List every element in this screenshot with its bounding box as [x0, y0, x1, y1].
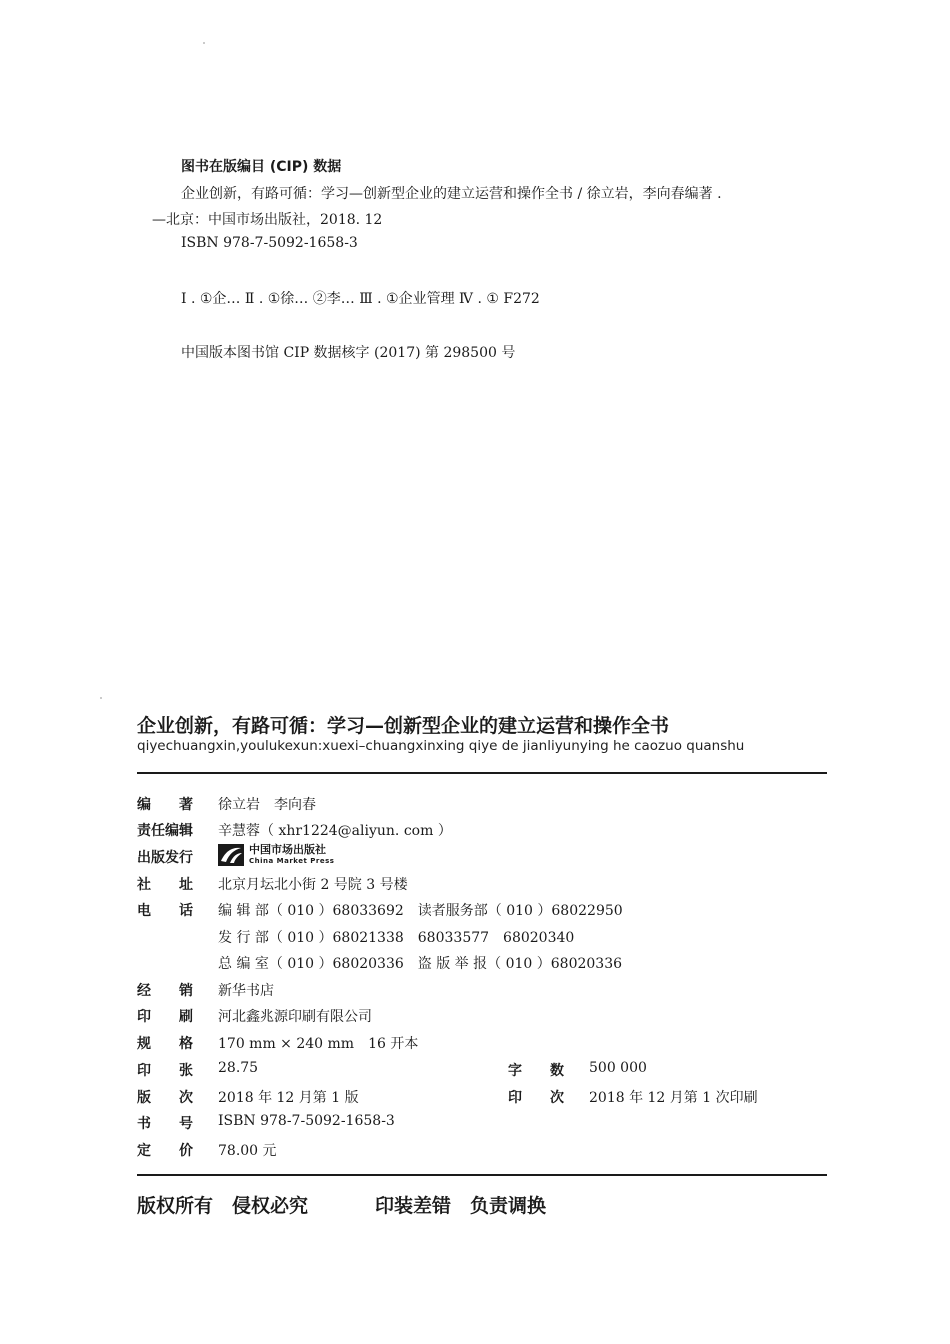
- address-value: 北京月坛北小街 2 号院 3 号楼: [218, 877, 408, 893]
- printer-value: 河北鑫兆源印刷有限公司: [218, 1009, 372, 1025]
- scan-speck: [203, 42, 205, 44]
- printing-value: 2018 年 12 月第 1 次印刷: [589, 1090, 758, 1106]
- isbn-value: ISBN 978-7-5092-1658-3: [218, 1113, 395, 1129]
- price-value: 78.00 元: [218, 1143, 277, 1159]
- copyright-notice: 版权所有 侵权必究: [137, 1195, 309, 1217]
- address-label: 社 址: [137, 877, 193, 893]
- edition-value: 2018 年 12 月第 1 版: [218, 1090, 359, 1106]
- printing-label: 印 次: [508, 1090, 564, 1106]
- sheets-label: 印 张: [137, 1063, 193, 1079]
- isbn-label: 书 号: [137, 1116, 193, 1132]
- price-label: 定 价: [137, 1143, 193, 1159]
- words-value: 500 000: [589, 1060, 647, 1076]
- distributor-label: 经 销: [137, 983, 193, 999]
- edition-label: 版 次: [137, 1090, 193, 1106]
- top-divider: [137, 772, 827, 774]
- author-value: 徐立岩 李向春: [218, 797, 316, 813]
- print-defect-notice: 印装差错 负责调换: [375, 1195, 547, 1217]
- phone-label: 电 话: [137, 903, 193, 919]
- phone-line-3: 总 编 室（ 010 ）68020336 盗 版 举 报（ 010 ）68020336: [218, 956, 623, 972]
- cip-isbn: ISBN 978-7-5092-1658-3: [181, 235, 358, 251]
- publisher-logo: [218, 844, 358, 866]
- publisher-logo-en: China Market Press: [249, 857, 335, 865]
- author-label: 编 著: [137, 797, 193, 813]
- cip-line-1: 企业创新，有路可循：学习—创新型企业的建立运营和操作全书 / 徐立岩，李向春编著 .: [181, 186, 722, 202]
- publisher-label: 出版发行: [137, 850, 193, 866]
- editor-label: 责任编辑: [137, 823, 193, 839]
- publisher-logo-cn: 中国市场出版社: [249, 843, 326, 856]
- distributor-value: 新华书店: [218, 983, 274, 999]
- cip-title: 图书在版编目 (CIP) 数据: [181, 159, 342, 175]
- format-label: 规 格: [137, 1036, 193, 1052]
- printer-label: 印 刷: [137, 1009, 193, 1025]
- cip-classification: Ⅰ . ①企… Ⅱ . ①徐… ②李… Ⅲ . ①企业管理 Ⅳ . ① F272: [181, 291, 540, 307]
- cip-record-number: 中国版本图书馆 CIP 数据核字 (2017) 第 298500 号: [181, 345, 516, 361]
- format-value: 170 mm × 240 mm 16 开本: [218, 1036, 419, 1052]
- publisher-logo-mark-icon: [218, 844, 244, 866]
- phone-line-2: 发 行 部（ 010 ）68021338 68033577 68020340: [218, 930, 575, 946]
- scan-speck: [100, 697, 102, 699]
- bottom-divider: [137, 1174, 827, 1176]
- book-title: 企业创新，有路可循：学习—创新型企业的建立运营和操作全书: [137, 715, 670, 737]
- words-label: 字 数: [508, 1063, 564, 1079]
- sheets-value: 28.75: [218, 1060, 259, 1076]
- phone-line-1: 编 辑 部（ 010 ）68033692 读者服务部（ 010 ）68022950: [218, 903, 623, 919]
- cip-line-2: —北京：中国市场出版社，2018. 12: [152, 212, 383, 228]
- editor-value: 辛慧蓉（ xhr1224@aliyun. com ）: [218, 823, 452, 839]
- book-title-pinyin: qiyechuangxin,youlukexun:xuexi–chuangxinxing qiye de jianliyunying he caozuo quanshu: [137, 738, 745, 754]
